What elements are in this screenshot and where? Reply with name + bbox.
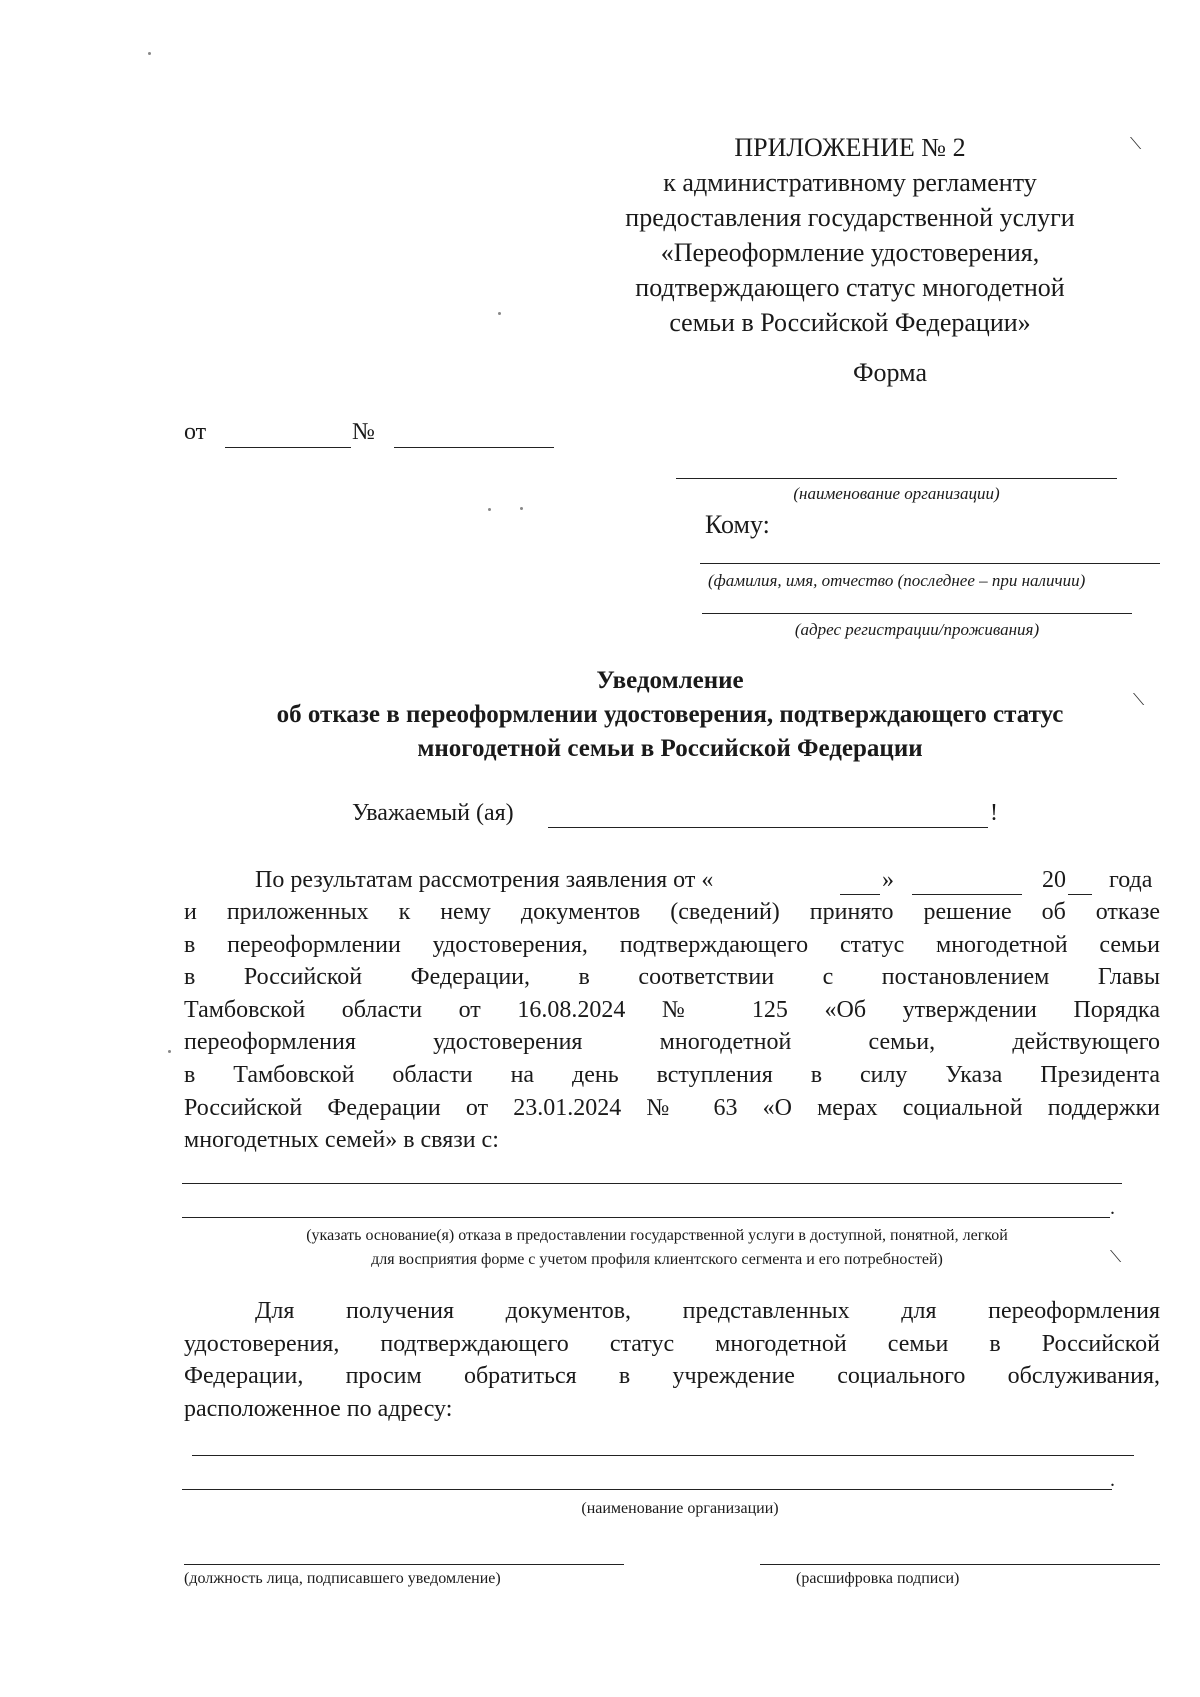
p1-last-line: многодетных семей» в связи с: [184,1127,499,1154]
greeting-end: ! [990,800,998,826]
number-label: № [352,419,375,445]
p2-line: Федерации, просим обратиться в учреждение социального обслуживания, [184,1363,1160,1390]
appendix-line: «Переоформление удостоверения, [660,238,1040,267]
p1-line: переоформления удостоверения многодетной семьи, действующего [184,1029,1160,1056]
p1-line1-century: 20 [1042,867,1066,893]
scan-mark: ⟍ [1110,1247,1122,1266]
org-caption: (наименование организации) [793,484,1000,503]
day-field[interactable] [840,894,880,895]
reason-caption [182,1224,1132,1272]
scan-mark: ⟍ [1130,134,1142,153]
p1-line: в Тамбовской области на день вступления в силу Указа Президента [184,1061,1160,1088]
fio-caption: (фамилия, имя, отчество (последнее – при наличии) [708,571,1086,590]
year-field[interactable] [1068,894,1092,895]
notice-title [170,664,1170,766]
paragraph-1 [184,896,1160,1157]
p2-last-line: расположенное по адресу: [184,1395,453,1422]
p1-line: Российской Федерации от 23.01.2024 № 63 «О мерах социальной поддержки [184,1094,1160,1121]
position-caption: (должность лица, подписавшего уведомление) [184,1570,501,1587]
reason-field-1[interactable] [182,1183,1122,1184]
form-label: Форма [853,358,927,387]
scan-speck [520,507,523,510]
appendix-line: к административному регламенту [663,168,1037,197]
p1-line1-year-word: года [1109,867,1153,893]
from-label: от [184,419,207,445]
address-field[interactable] [702,613,1132,614]
scan-speck [168,1050,171,1053]
notice-title-line: Уведомление [596,667,744,694]
p1-line1-quote: » [882,867,894,893]
to-label: Кому: [705,510,770,539]
p1-line: и приложенных к нему документов (сведений) принято решение об отказе [184,899,1160,925]
notice-title-line: многодетной семьи в Российской Федерации [417,735,923,762]
appendix-header [560,130,1140,340]
scan-mark: ⟍ [1133,690,1145,709]
p1-line: в Российской Федерации, в соответствии с постановлением Главы [184,964,1160,991]
p2-line: Для получения документов, представленных для переоформления [255,1298,1160,1324]
fio-field[interactable] [700,563,1160,564]
appendix-line: семьи в Российской Федерации» [669,308,1031,337]
scan-speck [148,52,151,55]
scan-speck [498,312,501,315]
address-period: . [1110,1469,1115,1491]
reason-period: . [1110,1197,1115,1219]
appendix-line: подтверждающего статус многодетной [635,273,1065,302]
reason-field-2[interactable] [182,1217,1110,1218]
greeting-name-field[interactable] [548,827,988,828]
position-field[interactable] [184,1564,624,1565]
appendix-line: предоставления государственной услуги [625,203,1075,232]
signature-decode-field[interactable] [760,1564,1160,1565]
address-line-2[interactable] [182,1489,1112,1490]
scan-speck [488,508,491,511]
reason-caption-line: (указать основание(я) отказа в предоставлении государственной услуги в доступной, понятной, легкой [306,1227,1008,1244]
greeting-label: Уважаемый (ая) [352,800,514,826]
notice-title-line: об отказе в переоформлении удостоверения, подтверждающего статус [276,701,1064,728]
org-field[interactable] [676,478,1117,479]
p2-line: удостоверения, подтверждающего статус многодетной семьи в Российской [184,1330,1160,1357]
reason-caption-line: для восприятия форме с учетом профиля клиентского сегмента и его потребностей) [371,1251,943,1268]
p1-line1-start: По результатам рассмотрения заявления от « [255,867,714,893]
address-caption: (адрес регистрации/проживания) [794,620,1040,639]
p1-line: Тамбовской области от 16.08.2024 № 125 «Об утверждении Порядка [184,996,1160,1023]
address-line-1[interactable] [192,1455,1134,1456]
appendix-title: ПРИЛОЖЕНИЕ № 2 [734,133,966,162]
number-field[interactable] [394,447,554,448]
p1-line: в переоформлении удостоверения, подтверждающего статус многодетной семьи [184,931,1160,958]
date-field[interactable] [225,447,351,448]
month-field[interactable] [912,894,1022,895]
org-caption-2: (наименование организации) [581,1500,779,1517]
decode-caption: (расшифровка подписи) [796,1570,960,1587]
paragraph-2 [184,1295,1160,1425]
